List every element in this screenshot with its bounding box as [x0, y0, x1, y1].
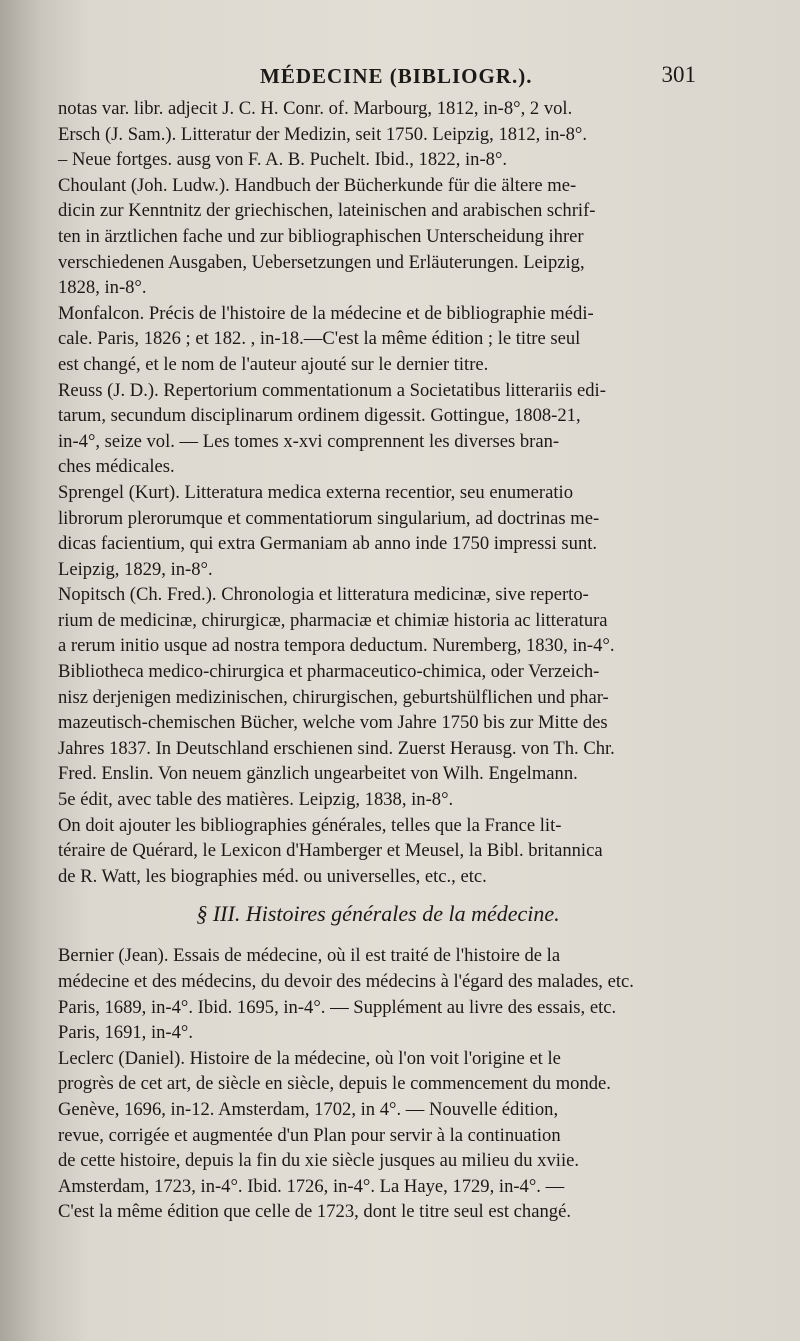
text-line: nisz derjenigen medizinischen, chirurgischen, geburtshülflichen und phar-	[58, 686, 609, 708]
text-line: dicas facientium, qui extra Germaniam ab anno inde 1750 impressi sunt.	[58, 533, 598, 555]
text-line: tarum, secundum disciplinarum ordinem digessit. Gottingue, 1808-21,	[58, 405, 581, 427]
bibliography-list	[58, 96, 698, 889]
text-line: notas var. libr. adjecit J. C. H. Conr. of. Marbourg, 1812, in-8°, 2 vol.	[58, 98, 573, 119]
text-line: Leipzig, 1829, in-8°.	[58, 558, 213, 580]
text-line: mazeutisch-chemischen Bücher, welche vom Jahre 1750 bis zur Mitte des	[58, 712, 608, 734]
text-line: in-4°, seize vol. — Les tomes x-xvi comprennent les diverses bran-	[58, 430, 560, 452]
running-head: MÉDECINE (BIBLIOGR.).	[260, 64, 533, 88]
text-line: – Neue fortges. ausg von F. A. B. Puchelt. Ibid., 1822, in-8°.	[58, 149, 508, 171]
text-line: librorum plerorumque et commentatiorum singularium, ad doctrinas me-	[58, 507, 600, 529]
page-header	[60, 62, 696, 96]
text-line: cale. Paris, 1826 ; et 182. , in-18.—C'est la même édition ; le titre seul	[58, 328, 581, 350]
text-line: Bernier (Jean). Essais de médecine, où il est traité de l'histoire de la	[58, 945, 561, 967]
page-body	[58, 96, 698, 1225]
text-line: 5e édit, avec table des matières. Leipzig, 1838, in-8°.	[58, 789, 454, 811]
text-line: Reuss (J. D.). Repertorium commentationum a Societatibus litterariis edi-	[58, 379, 606, 401]
text-line: Ersch (J. Sam.). Litteratur der Medizin, seit 1750. Leipzig, 1812, in-8°.	[58, 123, 587, 145]
text-line: Jahres 1837. In Deutschland erschienen sind. Zuerst Herausg. von Th. Chr.	[58, 737, 615, 759]
text-line: dicin zur Kenntnitz der griechischen, lateinischen and arabischen schrif-	[58, 200, 596, 222]
text-line: Amsterdam, 1723, in-4°. Ibid. 1726, in-4°. La Haye, 1729, in-4°. —	[58, 1175, 565, 1197]
text-line: progrès de cet art, de siècle en siècle, depuis le commencement du monde.	[58, 1073, 611, 1095]
text-line: ches médicales.	[58, 456, 175, 478]
text-line: a rerum initio usque ad nostra tempora deductum. Nuremberg, 1830, in-4°.	[58, 635, 615, 657]
text-line: est changé, et le nom de l'auteur ajouté sur le dernier titre.	[58, 353, 489, 375]
section-heading: § III. Histoires générales de la médecine.	[196, 901, 560, 927]
text-line: Nopitsch (Ch. Fred.). Chronologia et litteratura medicinæ, sive reperto-	[58, 584, 589, 606]
text-line: Choulant (Joh. Ludw.). Handbuch der Bücherkunde für die ältere me-	[58, 174, 577, 196]
text-line: On doit ajouter les bibliographies générales, telles que la France lit-	[58, 814, 562, 836]
history-list	[58, 943, 698, 1225]
text-line: de cette histoire, depuis la fin du xie siècle jusques au milieu du xviie.	[58, 1150, 580, 1172]
text-line: médecine et des médecins, du devoir des médecins à l'égard des malades, etc.	[58, 971, 634, 992]
text-line: ten in ärztlichen fache und zur bibliographischen Unterscheidung ihrer	[58, 225, 584, 247]
text-line: Sprengel (Kurt). Litteratura medica externa recentior, seu enumeratio	[58, 481, 573, 503]
text-line: verschiedenen Ausgaben, Uebersetzungen und Erläuterungen. Leipzig,	[58, 251, 585, 273]
text-line: Leclerc (Daniel). Histoire de la médecine, où l'on voit l'origine et le	[58, 1047, 561, 1069]
text-line: revue, corrigée et augmentée d'un Plan pour servir à la continuation	[58, 1124, 561, 1146]
text-line: Bibliotheca medico-chirurgica et pharmaceutico-chimica, oder Verzeich-	[58, 661, 600, 683]
text-line: Genève, 1696, in-12. Amsterdam, 1702, in 4°. — Nouvelle édition,	[58, 1098, 559, 1120]
text-line: de R. Watt, les biographies méd. ou universelles, etc., etc.	[58, 865, 487, 887]
text-line: Paris, 1691, in-4°.	[58, 1022, 194, 1044]
text-line: téraire de Quérard, le Lexicon d'Hamberger et Meusel, la Bibl. britannica	[58, 840, 603, 862]
text-line: Monfalcon. Précis de l'histoire de la médecine et de bibliographie médi-	[58, 302, 594, 324]
page-number: 301	[661, 62, 696, 87]
text-line: C'est la même édition que celle de 1723, dont le titre seul est changé.	[58, 1201, 571, 1223]
text-line: rium de medicinæ, chirurgicæ, pharmaciæ et chimiæ historia ac litteratura	[58, 609, 608, 631]
text-line: Paris, 1689, in-4°. Ibid. 1695, in-4°. — Supplément au livre des essais, etc.	[58, 996, 617, 1018]
text-line: Fred. Enslin. Von neuem gänzlich ungearbeitet von Wilh. Engelmann.	[58, 763, 578, 785]
text-line: 1828, in-8°.	[58, 277, 147, 299]
